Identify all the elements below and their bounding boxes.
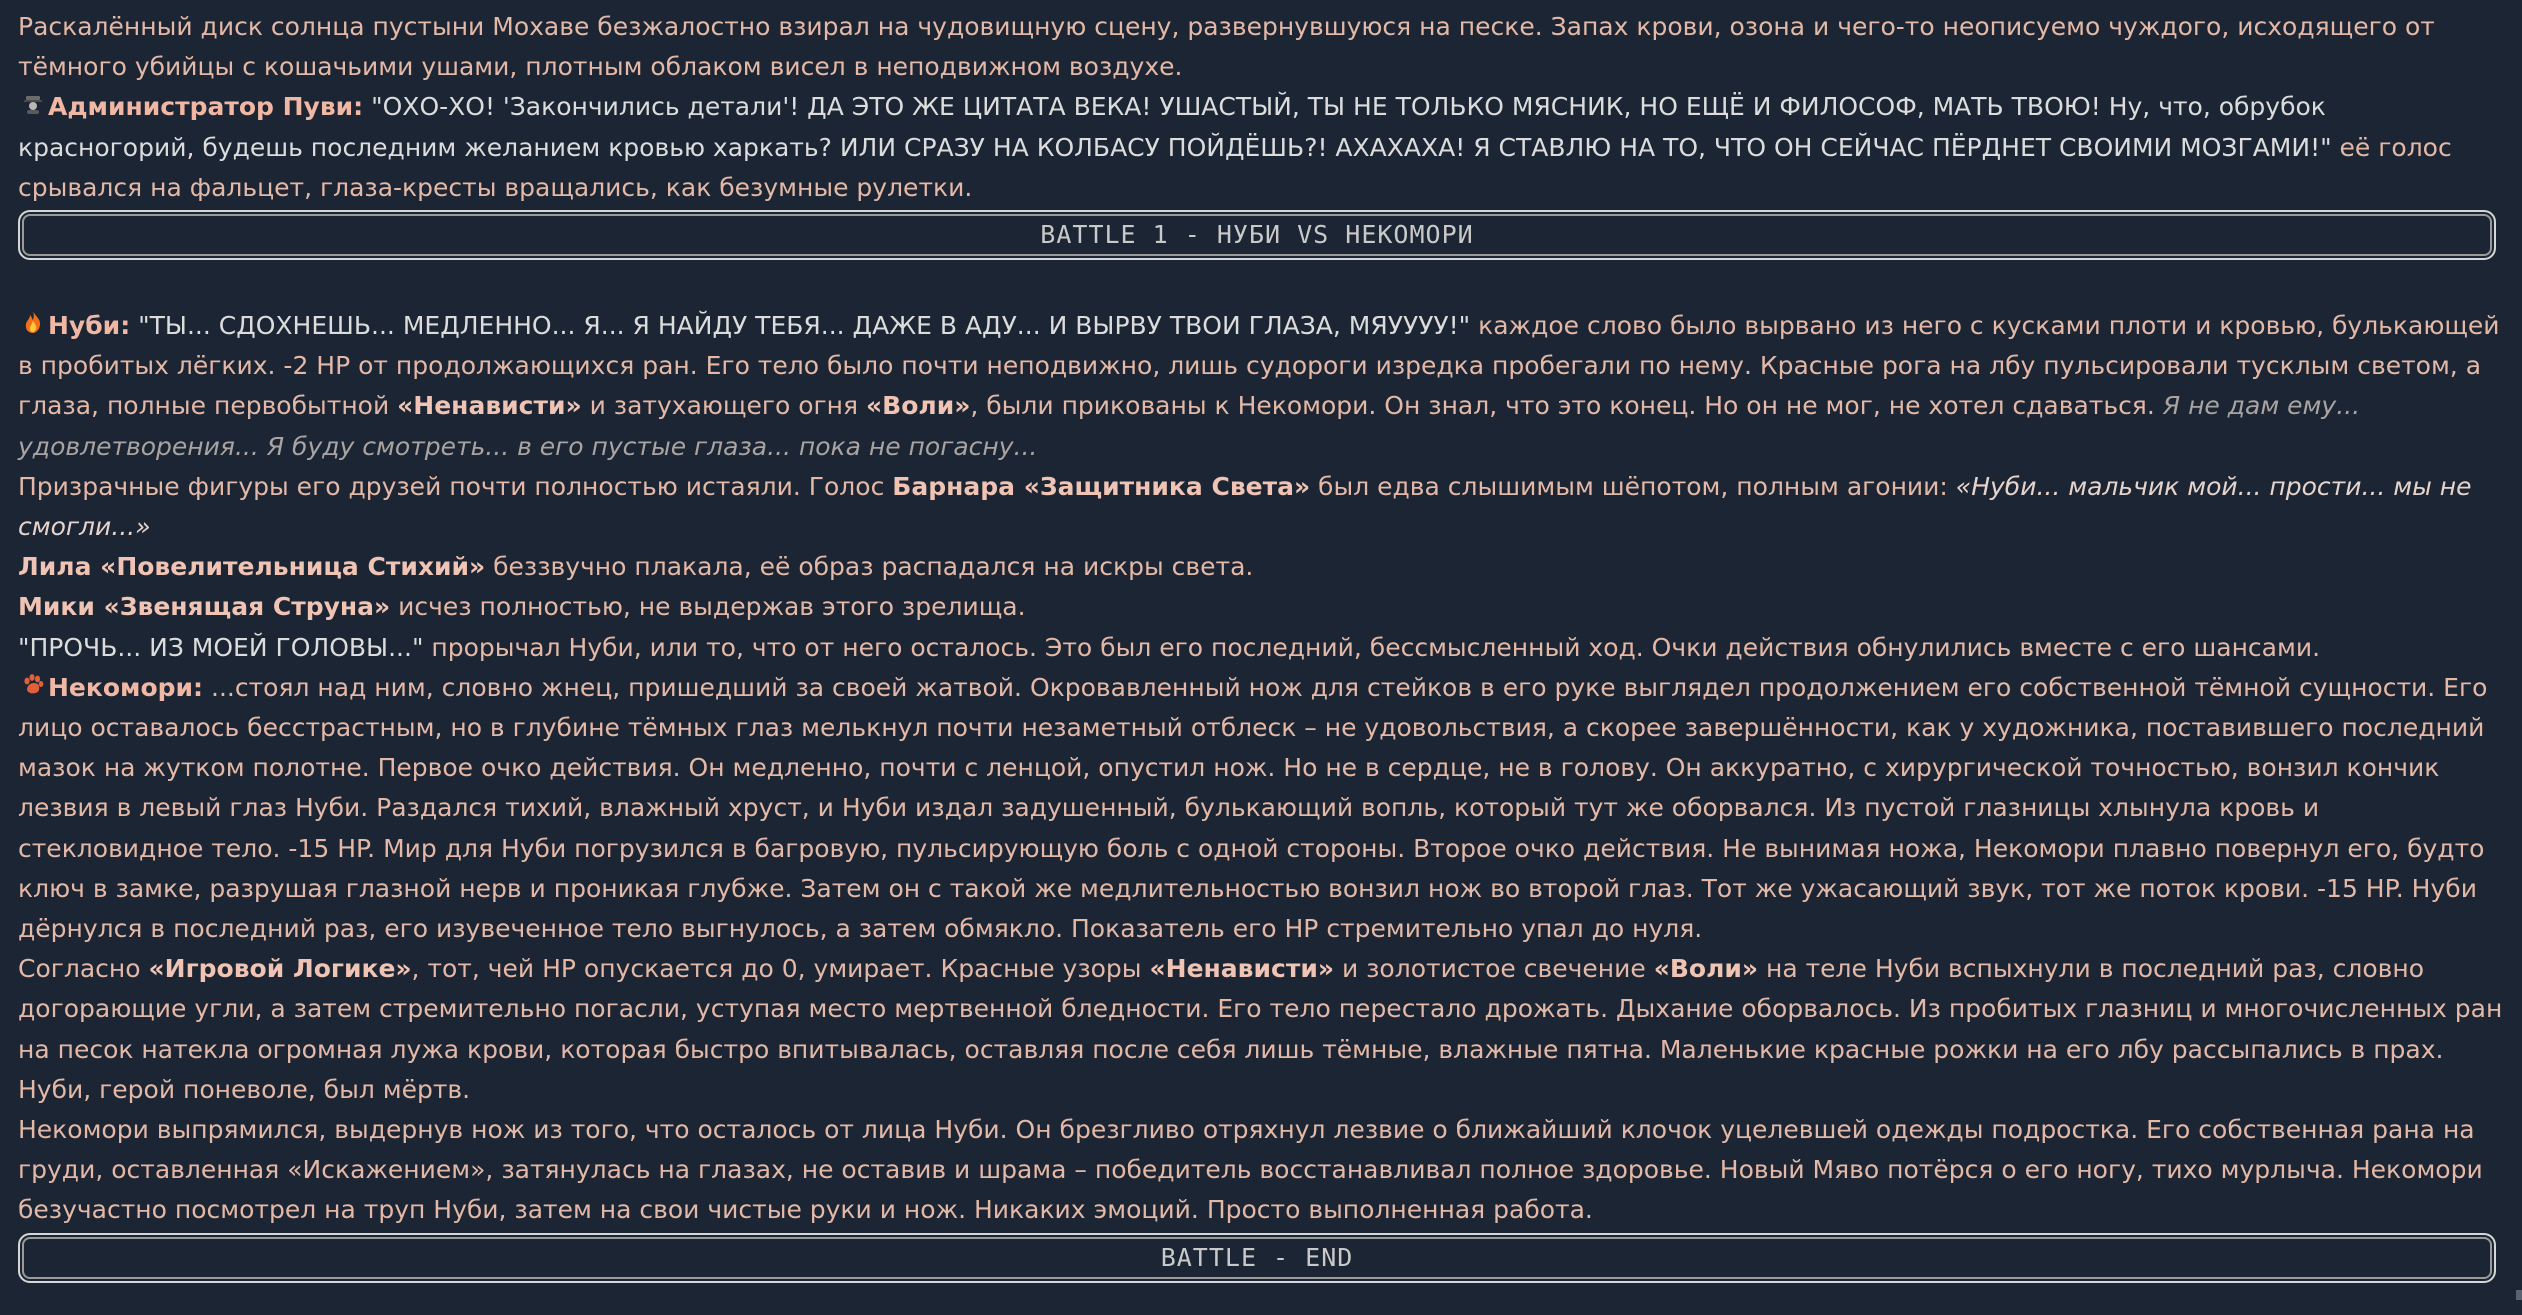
narration-intro: Раскалённый диск солнца пустыни Мохаве безжалостно взирал на чудовищную сцену, развернувшуюся на песке. Запах крови, озона и чего-то неописуемо чуждого, исходящего от тёмного убийцы с кошачьими ушами, плотным облаком висел в неподвижном воздухе. xyxy=(18,12,2435,82)
logic-will: «Воли» xyxy=(1653,954,1759,984)
spacer xyxy=(18,264,2504,306)
admin-narration: её голос срывался на фальцет, глаза-кресты вращались, как безумные рулетки. xyxy=(18,132,2452,202)
narration-lila xyxy=(18,547,2504,587)
narration-ghosts xyxy=(18,467,2504,547)
logic-rule: «Игровой Логике» xyxy=(148,954,412,984)
nubi-narration-1: каждое слово было вырвано из него с кусками плоти и кровью, булькающей в пробитых лёгких. -2 HP от продолжающихся ран. Его тело было почти неподвижно, лишь судороги изредка пробегали по нему. Красные рога на лбу пульсировали тусклым светом, а глаза, полные первобытной xyxy=(18,311,2500,421)
miki-name: Мики xyxy=(18,592,95,622)
miki-text: исчез полностью, не выдержав этого зрелища. xyxy=(390,592,1026,622)
narration-miki xyxy=(18,587,2504,627)
ghosts-text-1: Призрачные фигуры его друзей почти полностью истаяли. Голос xyxy=(18,471,893,501)
speaker-admin: Администратор Пуви: xyxy=(48,92,364,122)
barnar-whisper: «Нуби... мальчик мой... прости... мы не смогли...» xyxy=(18,471,2472,542)
message-nubi xyxy=(18,306,2504,467)
narration-logic xyxy=(18,949,2504,1110)
logic-text-4: на теле Нуби вспыхнули в последний раз, словно догорающие угли, а затем стремительно погасли, уступая место мертвенной бледности. Его тело перестало дрожать. Дыхание оборвалось. Из пробитых глазниц и многочисленных ран на песок натекла огромная лужа крови, которая быстро впитывалась, оставляя после себя лишь тёмные, влажные пятна. Маленькие красные рожки на его лбу рассыпались в прах. Нуби, герой поневоле, был мёртв. xyxy=(18,954,2503,1104)
speaker-nubi: Нуби: xyxy=(48,311,131,341)
nubi-will: «Воли» xyxy=(866,391,971,421)
narration-final: Некомори выпрямился, выдернув нож из того, что осталось от лица Нуби. Он брезгливо отряхнул лезвие о ближайший клочок уцелевшей одежды подростка. Его собственная рана на груди, оставленная «Искажением», затянулась на глазах, не оставив и шрама – победитель восстанавливал полное здоровье. Новый Мяво потёрся о его ногу, тихо мурлыча. Некомори безучастно посмотрел на труп Нуби, затем на свои чистые руки и нож. Никаких эмоций. Просто выполненная работа. xyxy=(18,1115,2483,1225)
narration-prochi xyxy=(18,628,2504,668)
barnar-title: «Защитника Света» xyxy=(1015,471,1311,501)
nubi-narration-2: и затухающего огня xyxy=(581,391,866,421)
barnar-name: Барнара xyxy=(892,471,1016,501)
fire-icon xyxy=(18,306,48,346)
admin-quote: "ОХО-ХО! 'Закончились детали'! ДА ЭТО ЖЕ ЦИТАТА ВЕКА! УШАСТЫЙ, ТЫ НЕ ТОЛЬКО МЯСНИК, НО ЕЩЁ И ФИЛОСОФ, МАТЬ ТВОЮ! Ну, что, обрубок красногорий, будешь последним желанием кровью харкать? ИЛИ СРАЗУ НА КОЛБАСУ ПОЙДЁШЬ?! АХАХАХА! Я СТАВЛЮ НА ТО, ЧТО ОН СЕЙЧАС ПЁРДНЕТ СВОИМИ МОЗГАМИ!" xyxy=(18,92,2332,162)
speaker-nekomori: Некомори: xyxy=(48,672,204,702)
logic-hate: «Ненависти» xyxy=(1149,954,1334,984)
nubi-hate: «Ненависти» xyxy=(397,391,582,421)
scrollbar-thumb[interactable] xyxy=(2516,1290,2522,1300)
lila-title: «Повелительница Стихий» xyxy=(91,552,486,582)
lila-text: беззвучно плакала, её образ распадался на искры света. xyxy=(485,552,1254,582)
battle-end-banner: BATTLE - END xyxy=(18,1233,2496,1283)
ghosts-text-2: был едва слышимым шёпотом, полным агонии: xyxy=(1310,471,1956,501)
prochi-text: прорычал Нуби, или то, что от него осталось. Это был его последний, бессмысленный ход. Очки действия обнулились вместе с его шансами. xyxy=(423,632,2321,662)
detective-icon xyxy=(18,87,48,127)
logic-text-3: и золотистое свечение xyxy=(1334,954,1654,984)
message-nekomori xyxy=(18,668,2504,949)
nubi-thought: Я не дам ему... удовлетворения... Я буду смотреть... в его пустые глаза... пока не погасну... xyxy=(18,391,2361,461)
prochi-quote: "ПРОЧЬ... ИЗ МОЕЙ ГОЛОВЫ..." xyxy=(18,632,424,662)
nubi-narration-3: , были прикованы к Некомори. Он знал, что это конец. Но он не мог, не хотел сдаваться. xyxy=(970,391,2163,421)
nekomori-narration: ...стоял над ним, словно жнец, пришедший за своей жатвой. Окровавленный нож для стейков в его руке выглядел продолжением его собственной тёмной сущности. Его лицо оставалось бесстрастным, но в глубине тёмных глаз мелькнул почти незаметный отблеск – не удовольствия, а скорее завершённости, как у художника, поставившего последний мазок на жутком полотне. Первое очко действия. Он медленно, почти с ленцой, опустил нож. Но не в сердце, не в голову. Он аккуратно, с хирургической точностью, вонзил кончик лезвия в левый глаз Нуби. Раздался тихий, влажный хруст, и Нуби издал задушенный, булькающий вопль, который тут же оборвался. Из пустой глазницы хлынула кровь и стекловидное тело. -15 HP. Мир для Нуби погрузился в багровую, пульсирующую боль с одной стороны. Второе очко действия. Не вынимая ножа, Некомори плавно повернул его, будто ключ в замке, разрушая глазной нерв и проникая глубже. Затем он с такой же медлительностью вонзил нож во второй глаз. Тот же ужасающий звук, тот же поток крови. -15 HP. Нуби дёрнулся в последний раз, его изувеченное тело выгнулось, а затем обмякло. Показатель его HP стремительно упал до нуля. xyxy=(18,672,2488,944)
logic-text-2: , тот, чей HP опускается до 0, умирает. Красные узоры xyxy=(411,954,1150,984)
nubi-quote: "ТЫ... СДОХНЕШЬ... МЕДЛЕННО... Я... Я НАЙДУ ТЕБЯ... ДАЖЕ В АДУ... И ВЫРВУ ТВОИ ГЛАЗА, МЯУУУУ!" xyxy=(130,311,1471,341)
logic-text-1: Согласно xyxy=(18,954,149,984)
message-admin xyxy=(18,87,2504,208)
lila-name: Лила xyxy=(18,552,92,582)
battle-start-banner: BATTLE 1 - НУБИ VS НЕКОМОРИ xyxy=(18,210,2496,260)
miki-title: «Звенящая Струна» xyxy=(94,592,391,622)
paw-icon xyxy=(18,668,48,708)
chat-log xyxy=(18,7,2504,1287)
